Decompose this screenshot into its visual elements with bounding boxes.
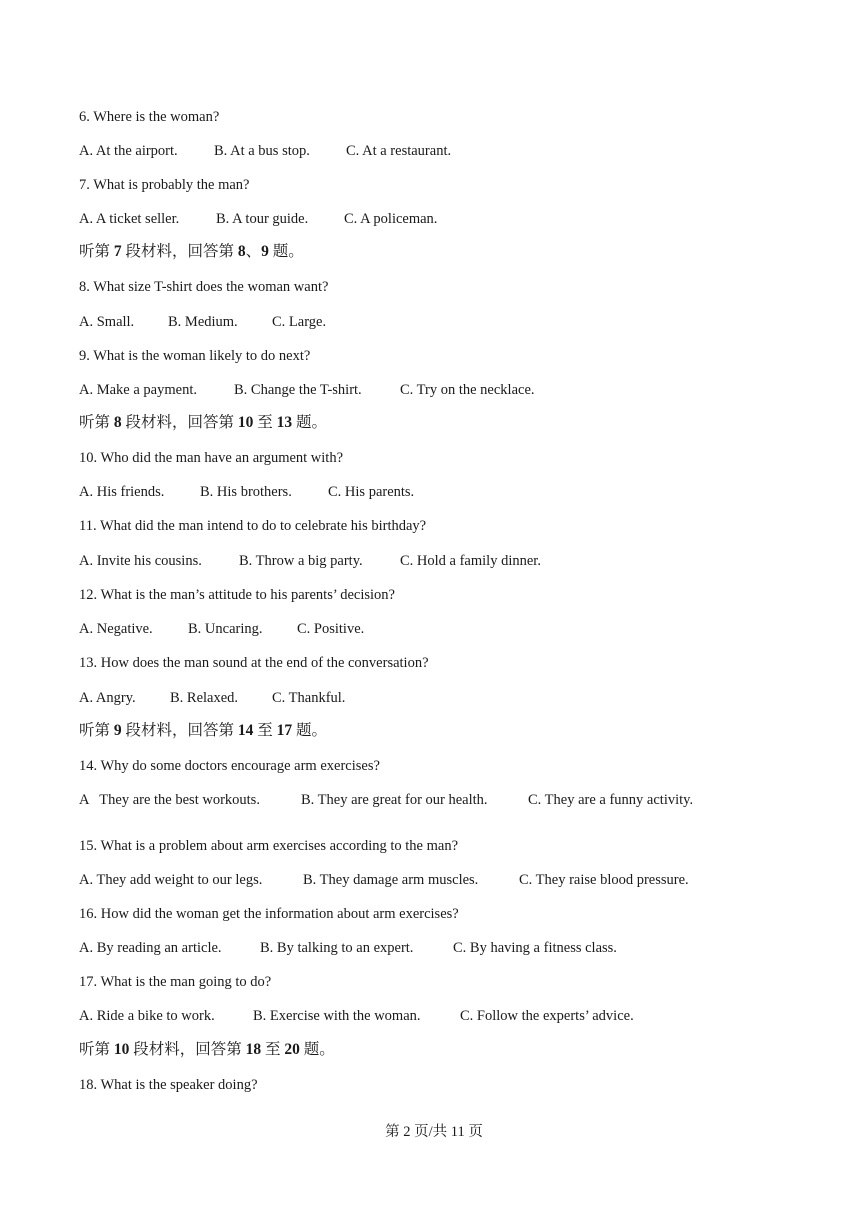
option-14b: B. They are great for our health. [301, 792, 488, 808]
option-16a: A. By reading an article. [79, 940, 222, 956]
section-heading-8: 听第 8 段材料，回答第 10 至 13 题。 [79, 414, 328, 431]
option-11a: A. Invite his cousins. [79, 553, 202, 569]
option-13a: A. Angry. [79, 690, 136, 706]
option-12b: B. Uncaring. [188, 621, 263, 637]
option-13b: B. Relaxed. [170, 690, 239, 706]
question-6: 6. Where is the woman? [79, 109, 220, 125]
option-11b: B. Throw a big party. [239, 553, 363, 569]
question-15: 15. What is a problem about arm exercises according to the man? [79, 838, 459, 854]
question-8: 8. What size T-shirt does the woman want? [79, 279, 329, 295]
option-9c: C. Try on the necklace. [400, 382, 535, 398]
question-14: 14. Why do some doctors encourage arm exercises? [79, 758, 380, 774]
question-11: 11. What did the man intend to do to celebrate his birthday? [79, 518, 427, 534]
option-15a: A. They add weight to our legs. [79, 872, 263, 888]
option-16c: C. By having a fitness class. [453, 940, 617, 956]
option-10a: A. His friends. [79, 484, 165, 500]
option-12c: C. Positive. [297, 621, 365, 637]
option-7c: C. A policeman. [344, 211, 438, 227]
option-7a: A. A ticket seller. [79, 211, 180, 227]
question-10: 10. Who did the man have an argument with? [79, 450, 344, 466]
question-12: 12. What is the man’s attitude to his parents’ decision? [79, 587, 395, 603]
question-17: 17. What is the man going to do? [79, 974, 272, 990]
option-6b: B. At a bus stop. [214, 143, 310, 159]
option-13c: C. Thankful. [272, 690, 346, 706]
option-17a: A. Ride a bike to work. [79, 1008, 215, 1024]
page-number: 第 2 页/共 11 页 [385, 1124, 483, 1140]
option-7b: B. A tour guide. [216, 211, 309, 227]
option-16b: B. By talking to an expert. [260, 940, 414, 956]
option-17b: B. Exercise with the woman. [253, 1008, 421, 1024]
option-11c: C. Hold a family dinner. [400, 553, 541, 569]
option-10b: B. His brothers. [200, 484, 292, 500]
option-15c: C. They raise blood pressure. [519, 872, 689, 888]
option-12a: A. Negative. [79, 621, 153, 637]
option-17c: C. Follow the experts’ advice. [460, 1008, 634, 1024]
option-15b: B. They damage arm muscles. [303, 872, 479, 888]
option-14a: A They are the best workouts. [79, 792, 260, 808]
option-9a: A. Make a payment. [79, 382, 197, 398]
section-heading-10: 听第 10 段材料，回答第 18 至 20 题。 [79, 1041, 335, 1058]
question-13: 13. How does the man sound at the end of the conversation? [79, 655, 429, 671]
question-18: 18. What is the speaker doing? [79, 1077, 258, 1093]
section-heading-9: 听第 9 段材料，回答第 14 至 17 题。 [79, 722, 328, 739]
option-8a: A. Small. [79, 314, 135, 330]
option-10c: C. His parents. [328, 484, 415, 500]
option-6c: C. At a restaurant. [346, 143, 452, 159]
question-16: 16. How did the woman get the information about arm exercises? [79, 906, 459, 922]
option-6a: A. At the airport. [79, 143, 178, 159]
option-8b: B. Medium. [168, 314, 238, 330]
question-9: 9. What is the woman likely to do next? [79, 348, 311, 364]
option-9b: B. Change the T-shirt. [234, 382, 362, 398]
option-8c: C. Large. [272, 314, 327, 330]
option-14c: C. They are a funny activity. [528, 792, 694, 808]
question-7: 7. What is probably the man? [79, 177, 250, 193]
section-heading-7: 听第 7 段材料，回答第 8、9 题。 [79, 243, 304, 260]
